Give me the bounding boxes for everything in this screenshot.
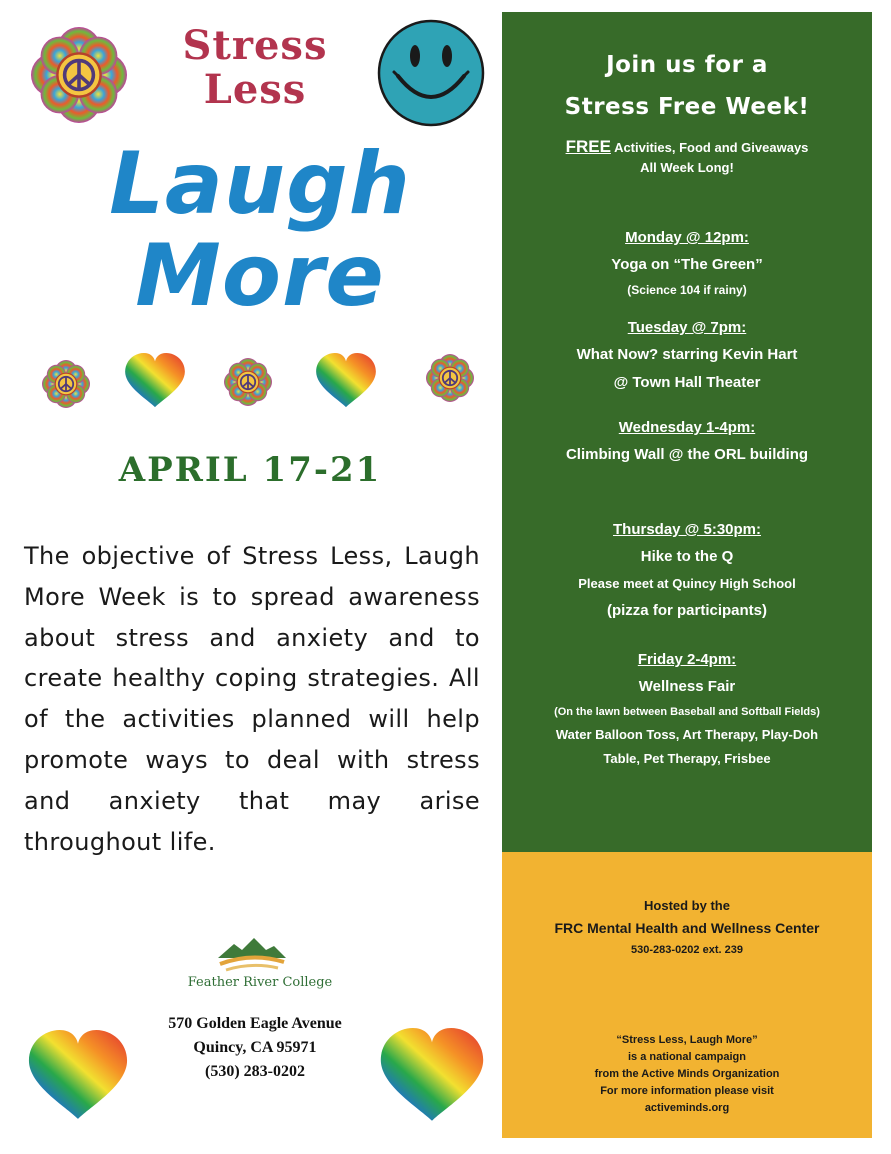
event-line: @ Town Hall Theater: [613, 374, 761, 391]
address-street: 570 Golden Eagle Avenue: [168, 1015, 342, 1032]
rainbow-heart-icon: [28, 1030, 128, 1122]
peace-flower-icon: [22, 18, 136, 132]
event-day: Wednesday 1-4pm:: [618, 419, 756, 436]
event-day: Monday @ 12pm:: [625, 229, 749, 246]
event-day: Tuesday @ 7pm:: [627, 319, 747, 336]
all-week-line: All Week Long!: [640, 160, 734, 175]
host-label: Hosted by the: [644, 898, 730, 913]
campaign-line: is a national campaign: [628, 1051, 746, 1063]
campaign-website: activeminds.org: [644, 1102, 730, 1114]
event-line: Climbing Wall @ the ORL building: [565, 446, 809, 463]
free-activities-text: Activities, Food and Giveaways: [614, 140, 809, 155]
address-city: Quincy, CA 95971: [193, 1039, 317, 1056]
campaign-line: For more information please visit: [600, 1085, 774, 1097]
address-phone: (530) 283-0202: [205, 1063, 305, 1080]
peace-flower-icon: [421, 349, 479, 407]
campaign-line: from the Active Minds Organization: [594, 1068, 780, 1080]
event-line: Yoga on “The Green”: [611, 256, 763, 273]
rainbow-heart-icon: [378, 1028, 486, 1124]
smiley-face-icon: [376, 18, 486, 128]
host-name: FRC Mental Health and Wellness Center: [554, 920, 820, 936]
campaign-line: “Stress Less, Laugh More”: [616, 1034, 758, 1046]
mountain-logo-icon: [216, 936, 288, 976]
host-panel: [502, 852, 872, 1138]
event-line: Water Balloon Toss, Art Therapy, Play-Doh: [555, 727, 819, 742]
event-line: (On the lawn between Baseball and Softball Fields): [554, 706, 820, 718]
event-dates: APRIL 17-21: [118, 450, 382, 490]
event-line: (Science 104 if rainy): [627, 283, 747, 297]
title-laugh-more: [60, 134, 460, 326]
event-line: (pizza for participants): [606, 602, 767, 619]
host-phone: 530-283-0202 ext. 239: [631, 944, 743, 956]
event-line: Wellness Fair: [638, 678, 736, 695]
title-line-stress: Stress: [182, 22, 328, 69]
event-friday: [502, 647, 872, 771]
event-day: Friday 2-4pm:: [637, 651, 737, 668]
event-wednesday: [502, 415, 872, 469]
objective-paragraph: The objective of Stress Less, Laugh More Week is to spread awareness about stress and anxiety and to create healthy coping strategies. All of the activities planned will help promote ways to deal with stress and anxiety that may arise throughout life.: [24, 542, 480, 856]
title-line-less: Less: [203, 66, 307, 113]
event-tuesday: [502, 315, 872, 397]
event-line: What Now? starring Kevin Hart: [576, 346, 798, 363]
event-day: Thursday @ 5:30pm:: [613, 521, 761, 538]
free-word: FREE: [565, 137, 611, 156]
title-stress-less: [150, 24, 360, 112]
event-thursday: [502, 517, 872, 625]
event-line: Please meet at Quincy High School: [578, 576, 796, 591]
intro-line-2: Stress Free Week!: [564, 94, 810, 120]
free-activities-line: [502, 138, 872, 157]
intro-line-1: Join us for a: [606, 52, 768, 78]
title-line-more: More: [135, 226, 385, 326]
rainbow-heart-icon: [124, 353, 186, 409]
event-line: Hike to the Q: [640, 548, 734, 565]
college-name: Feather River College: [187, 975, 333, 990]
college-address: [140, 1012, 370, 1084]
rainbow-heart-icon: [315, 353, 377, 409]
peace-flower-icon: [219, 353, 277, 411]
event-line: Table, Pet Therapy, Frisbee: [603, 751, 771, 766]
schedule-panel: [502, 12, 872, 852]
peace-flower-icon: [37, 355, 95, 413]
event-monday: [502, 225, 872, 301]
title-line-laugh: Laugh: [109, 134, 411, 234]
